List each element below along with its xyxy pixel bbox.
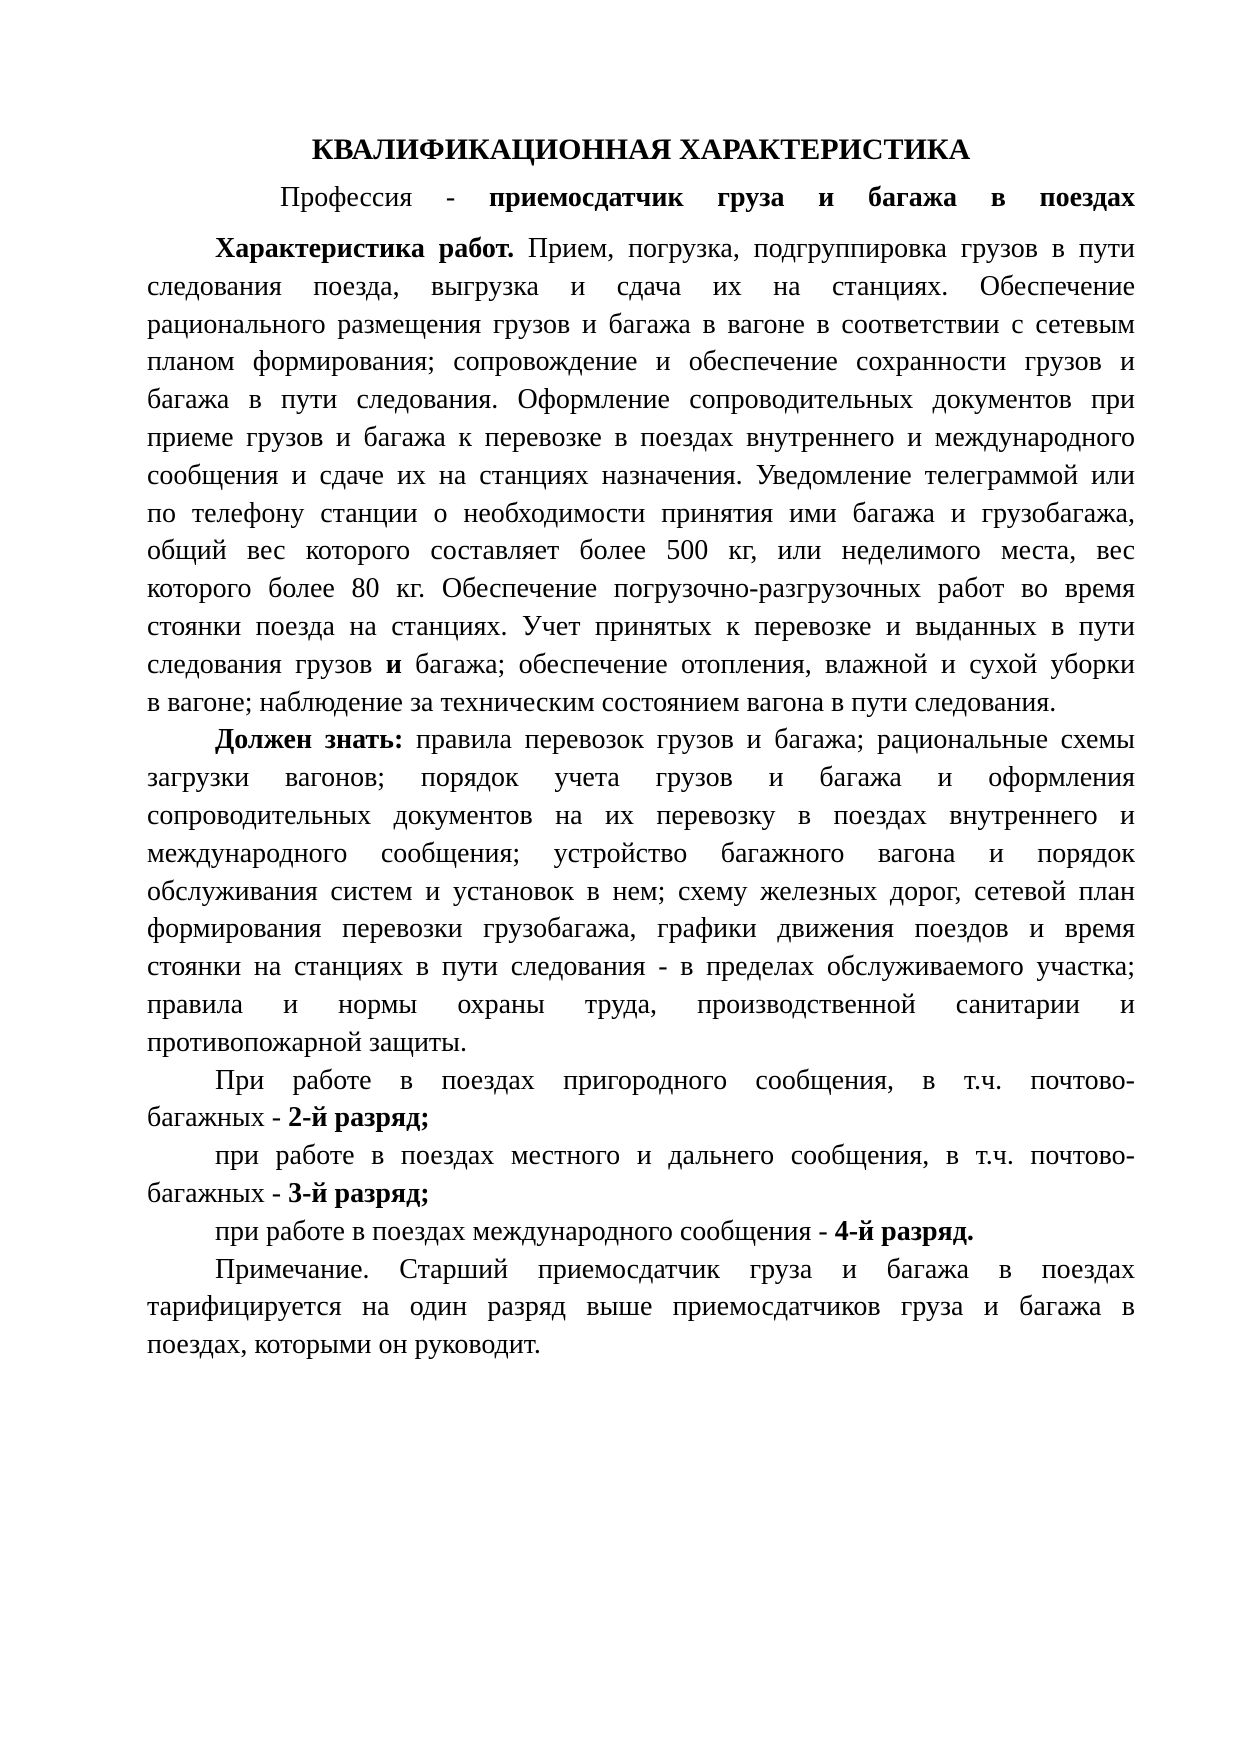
text-line: [147, 532, 1135, 570]
text-line: [147, 1288, 1135, 1326]
text-run: загрузки вагонов; порядок учета грузов и багажа и оформления: [147, 762, 1135, 794]
text-run: международного сообщения; устройство багажного вагона и порядок: [147, 837, 1135, 869]
profession-label: Профессия: [280, 182, 413, 213]
bold-text-run: и: [385, 648, 402, 680]
profession-value: приемосдатчик груза и багажа в поездах: [488, 182, 1136, 213]
text-line: [147, 1326, 1135, 1364]
text-line: [147, 495, 1135, 533]
text-line: [147, 646, 1135, 684]
text-run: Прием, погрузка, подгруппировка грузов в пути: [514, 233, 1135, 264]
text-line: [147, 1175, 1135, 1213]
text-line: [147, 381, 1135, 419]
text-run: общий вес которого составляет более 500 кг, или неделимого места, вес: [147, 535, 1135, 567]
text-run: которого более 80 кг. Обеспечение погрузочно-разгрузочных работ во время: [147, 573, 1135, 605]
profession-line: [147, 179, 1135, 217]
text-line: [147, 759, 1135, 797]
profession-dash: -: [445, 182, 456, 213]
text-run: при работе в поездах международного сообщения -: [215, 1215, 835, 1247]
text-run: багажных -: [147, 1177, 289, 1209]
paragraph-grade-3: [147, 1137, 1135, 1213]
text-run: следования грузов: [147, 648, 386, 680]
text-run: При работе в поездах пригородного сообщения, в т.ч. почтово-: [215, 1064, 1135, 1096]
text-run: следования поезда, выгрузка и сдача их на станциях. Обеспечение: [147, 270, 1135, 302]
text-run: в вагоне; наблюдение за техническим состоянием вагона в пути следования.: [147, 686, 1057, 718]
text-line: [147, 1213, 1135, 1251]
document-title: КВАЛИФИКАЦИОННАЯ ХАРАКТЕРИСТИКА: [311, 133, 971, 166]
text-line: [147, 948, 1135, 986]
text-line: [147, 570, 1135, 608]
text-run: стоянки поезда на станциях. Учет принятых к перевозке и выданных в пути: [147, 610, 1135, 642]
text-run: при работе в поездах местного и дальнего сообщения, в т.ч. почтово-: [215, 1140, 1135, 1172]
bold-text-run: 3-й разряд;: [288, 1177, 430, 1209]
text-line: [147, 230, 1135, 268]
text-run: правила и нормы охраны труда, производственной санитарии и: [147, 988, 1135, 1020]
paragraph-must-know: [147, 721, 1135, 1061]
text-line: [147, 1024, 1135, 1062]
text-run: планом формирования; сопровождение и обеспечение сохранности грузов и: [147, 346, 1135, 378]
text-line: [147, 1099, 1135, 1137]
text-run: приеме грузов и багажа к перевозке в поездах внутреннего и международного: [147, 421, 1135, 453]
text-run: правила перевозок грузов и багажа; рациональные схемы: [403, 724, 1135, 756]
text-line: [147, 986, 1135, 1024]
text-line: [147, 721, 1135, 759]
text-line: [147, 343, 1135, 381]
text-run: рационального размещения грузов и багажа в вагоне в соответствии с сетевым: [147, 308, 1135, 340]
bold-text-run: Характеристика работ.: [215, 233, 515, 264]
text-line: [147, 1062, 1135, 1100]
text-run: багажных -: [147, 1102, 289, 1134]
text-run: тарифицируется на один разряд выше приемосдатчиков груза и багажа в: [147, 1291, 1135, 1323]
text-run: Примечание. Старший приемосдатчик груза и багажа в поездах: [215, 1253, 1135, 1285]
text-run: противопожарной защиты.: [147, 1026, 467, 1058]
text-line: [147, 457, 1135, 495]
text-line: [147, 419, 1135, 457]
text-line: [147, 873, 1135, 911]
bold-text-run: 4-й разряд.: [834, 1215, 974, 1247]
text-line: [147, 608, 1135, 646]
text-line: [147, 1137, 1135, 1175]
bold-text-run: Должен знать:: [215, 724, 404, 756]
text-line: [147, 797, 1135, 835]
paragraph-characteristics-of-work: [147, 230, 1135, 721]
text-line: [147, 684, 1135, 722]
text-line: [147, 835, 1135, 873]
text-run: сопроводительных документов на их перевозку в поездах внутреннего и: [147, 799, 1135, 831]
text-line: [147, 1251, 1135, 1289]
text-run: стоянки на станциях в пути следования - в пределах обслуживаемого участка;: [147, 951, 1135, 983]
text-line: [147, 268, 1135, 306]
text-run: сообщения и сдаче их на станциях назначения. Уведомление телеграммой или: [147, 459, 1135, 491]
text-run: формирования перевозки грузобагажа, графики движения поездов и время: [147, 913, 1135, 945]
document-content: [147, 130, 1135, 1364]
text-run: по телефону станции о необходимости принятия ими багажа и грузобагажа,: [147, 497, 1135, 529]
text-line: [147, 306, 1135, 344]
text-line: [147, 910, 1135, 948]
text-run: обслуживания систем и установок в нем; схему железных дорог, сетевой план: [147, 875, 1135, 907]
text-run: поездах, которыми он руководит.: [147, 1329, 541, 1361]
text-run: багажа; обеспечение отопления, влажной и сухой уборки: [401, 648, 1135, 680]
text-run: багажа в пути следования. Оформление сопроводительных документов при: [147, 384, 1135, 416]
paragraphs: [147, 230, 1135, 1364]
paragraph-note: [147, 1251, 1135, 1364]
bold-text-run: 2-й разряд;: [288, 1102, 430, 1134]
paragraph-grade-2: [147, 1062, 1135, 1138]
paragraph-grade-4: [147, 1213, 1135, 1251]
